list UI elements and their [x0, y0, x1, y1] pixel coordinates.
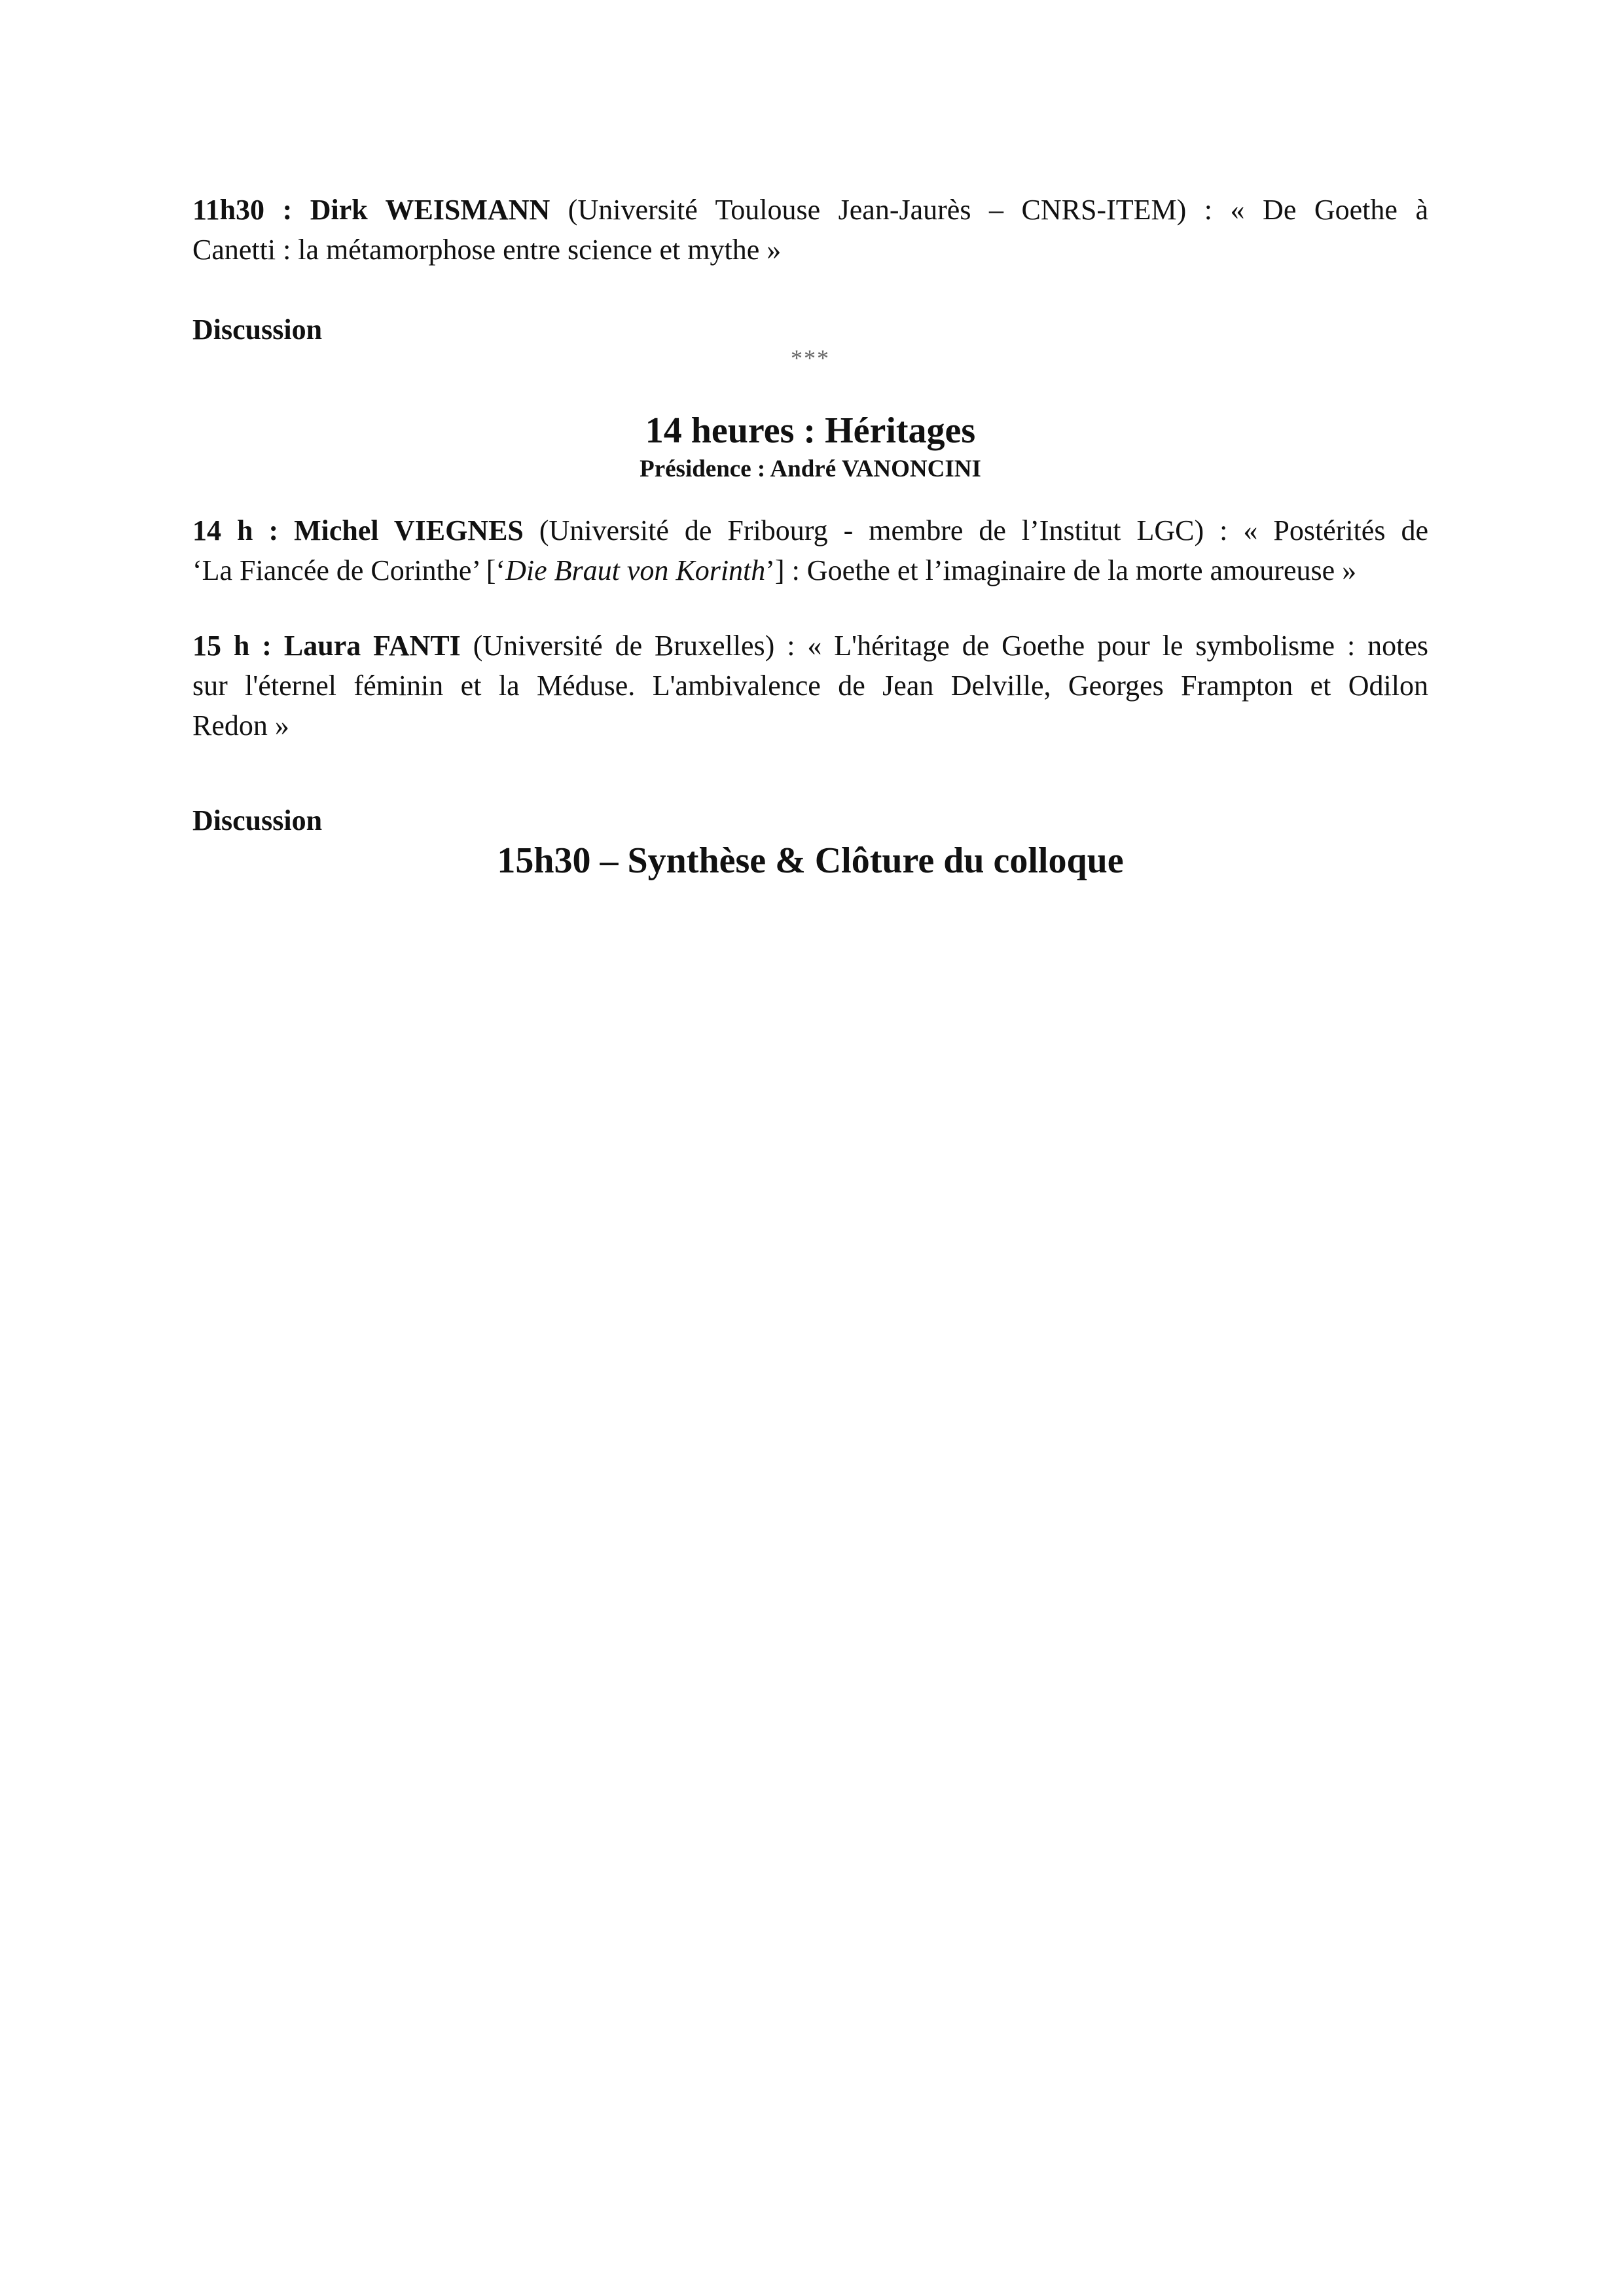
talk-viegnes-line2-end: ’] : Goethe et l’imaginaire de la morte amoureuse » [765, 554, 1357, 586]
talk-viegnes-line2 [192, 550, 1428, 590]
discussion-label-2: Discussion [192, 804, 323, 836]
talk-weismann-time-speaker: 11h30 : Dirk WEISMANN [192, 194, 550, 226]
talk-viegnes [192, 511, 1428, 590]
talk-weismann [192, 190, 1428, 270]
session-presidence: Présidence : André VANONCINI [640, 456, 981, 482]
session-title: 14 heures : Héritages [645, 410, 976, 451]
talk-fanti-line2: sur l'éternel féminin et la Méduse. L'ambivalence de Jean Delville, Georges Frampton et Odilon [192, 670, 1428, 702]
talk-viegnes-time-speaker: 14 h : Michel VIEGNES [192, 514, 524, 547]
talk-weismann-line2: Canetti : la métamorphose entre science et mythe » [192, 234, 782, 266]
talk-fanti [192, 626, 1428, 745]
talk-viegnes-german-title: Die Braut von Korinth [505, 554, 766, 586]
talk-fanti-line1 [192, 626, 1428, 666]
talk-viegnes-line1 [192, 511, 1428, 550]
closing-title: 15h30 – Synthèse & Clôture du colloque [497, 840, 1124, 881]
talk-viegnes-affiliation: (Université de Fribourg - membre de l’Institut LGC) : « Postérités de [523, 514, 1428, 547]
section-separator: *** [791, 345, 830, 371]
discussion-label-1: Discussion [192, 314, 323, 346]
talk-fanti-time-speaker: 15 h : Laura FANTI [192, 630, 461, 662]
talk-weismann-line1 [192, 190, 1428, 230]
talk-fanti-line3: Redon » [192, 709, 289, 742]
talk-fanti-affiliation: (Université de Bruxelles) : « L'héritage de Goethe pour le symbolisme : notes [460, 630, 1428, 662]
talk-weismann-affiliation: (Université Toulouse Jean-Jaurès – CNRS-ITEM) : « De Goethe à [550, 194, 1428, 226]
talk-viegnes-line2-start: ‘La Fiancée de Corinthe’ [‘ [192, 554, 506, 586]
